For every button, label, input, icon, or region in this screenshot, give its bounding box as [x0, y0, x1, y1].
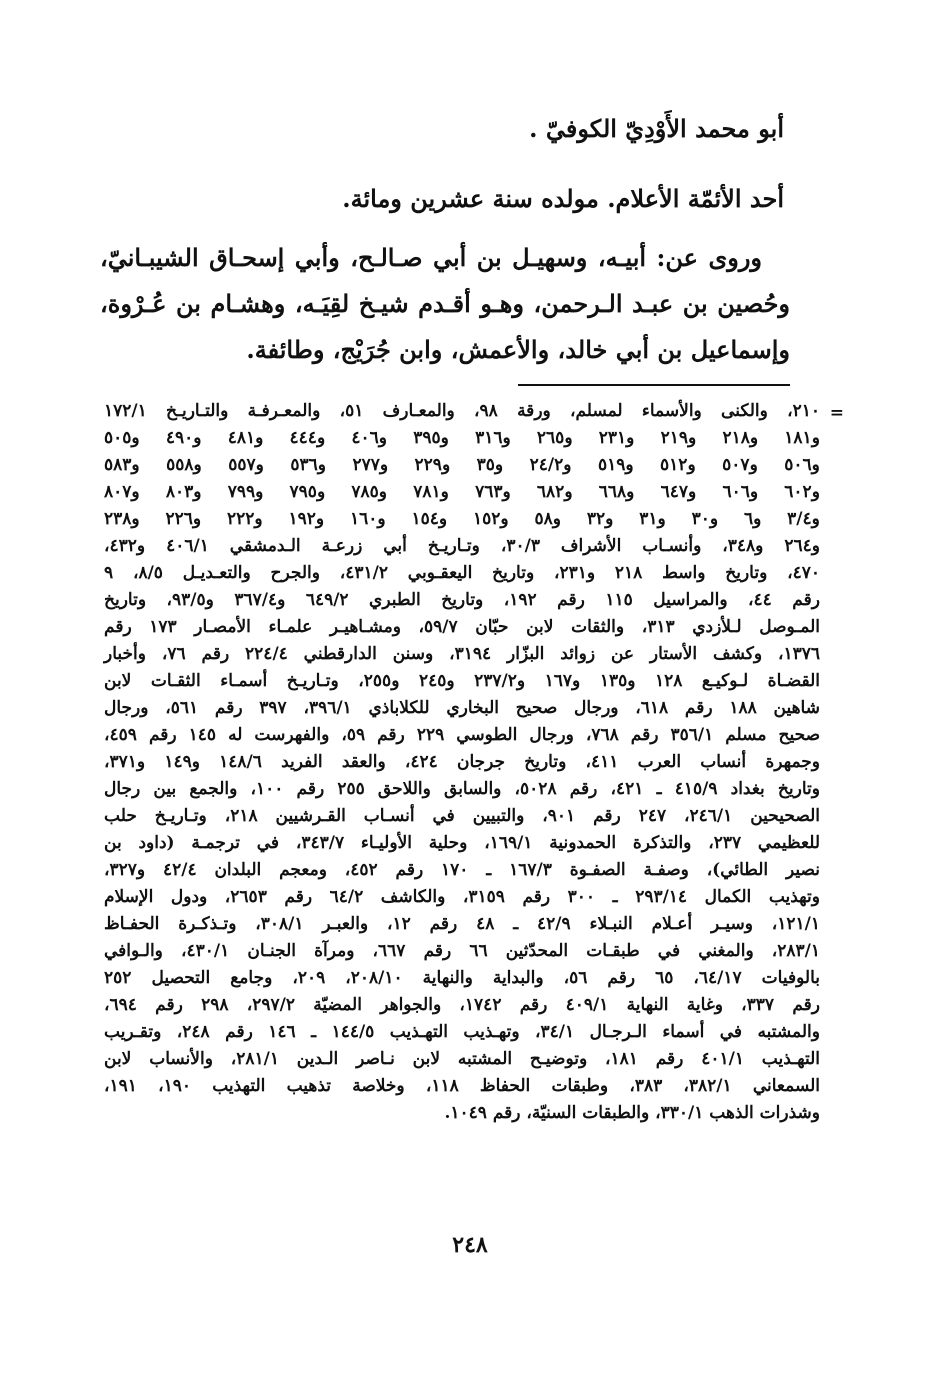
footnote-line: الصحيحين ٢٤٦/١، ٢٤٧ رقم ٩٠١، والتبيين في أنسـاب القـرشيين ٢١٨، وتـاريـخ حلب — [104, 806, 820, 826]
footnote-line: للعظيمي ٢٣٧، والتذكرة الحمدونية ١٦٩/١، وحلية الأوليـاء ٣٤٣/٧، في ترجمـة (داود بن — [104, 833, 820, 853]
footnote-line: و٢٦٤ و٣٤٨، وأنسـاب الأشراف ٣٠/٣، وتـاريـخ أبي زرعـة الـدمشقي ٤٠٦/١ و٤٣٢، — [104, 536, 820, 556]
footnote-block — [104, 398, 820, 1127]
footnote-line: ٤٧٠، وتاريخ واسط ٢١٨ و٢٣١، وتاريخ اليعقـوبي ٤٣١/٢، والجرح والتعـديـل ٨/٥، ٩ — [104, 563, 820, 583]
footnote-line: التهـذيب ٤٠١/١ رقم ١٨١، وتوضيـح المشتبه لابن نـاصر الـدين ٢٨١/١، والأنساب لابن — [104, 1049, 820, 1069]
description-line: أحد الأئمّة الأعلام. مولده سنة عشرين ومائة. — [342, 184, 784, 213]
footnote-line: و٦٠٢ و٦٠٦ و٦٤٧ و٦٦٨ و٦٨٢ و٧٦٣ و٧٨١ و٧٨٥ و٧٩٥ و٧٩٩ و٨٠٣ و٨٠٧ — [104, 482, 820, 502]
footnote-divider — [518, 384, 790, 386]
footnote-line: و٥٠٦ و٥٠٧ و٥١٢ و٥١٩ و٢٤/٢ و٣٥ و٢٢٩ و٢٧٧ و٥٣٦ و٥٥٧ و٥٥٨ و٥٨٣ — [104, 455, 820, 475]
footnote-line: رقم ٤٤، والمراسيل ١١٥ رقم ١٩٢، وتاريخ الطبري ٦٤٩/٢ و٣٦٧/٤ و٩٣/٥، وتاريخ — [104, 590, 820, 610]
footnote-line: السمعاني ٣٨٢/١، ٣٨٣، وطبقات الحفاظ ١١٨، وخلاصة تذهيب التهذيب ١٩٠، ١٩١، — [104, 1076, 821, 1096]
footnote-line: وتهذيب الكمال ٢٩٣/١٤ ـ ٣٠٠ رقم ٣١٥٩، والكاشف ٦٤/٢ رقم ٢٦٥٣، ودول الإسلام — [104, 887, 820, 907]
footnote-line: ١٢١/١، وسيـر أعـلام النبـلاء ٤٢/٩ ـ ٤٨ رقم ١٢، والعبـر ٣٠٨/١، وتـذكـرة الحفـاظ — [104, 914, 820, 934]
name-line: أبو محمد الأَوْدِيّ الكوفيّ . — [529, 114, 784, 143]
page-number: ٢٤٨ — [452, 1232, 488, 1258]
footnote-line: صحيح مسلم ٣٥٦/١ رقم ٧٦٨، ورجال الطوسي ٢٢٩ رقم ٥٩، والفهرست له ١٤٥ رقم ٤٥٩، — [104, 725, 821, 745]
footnote-line: نصير الطائي)، وصفـة الصفـوة ١٦٧/٣ ـ ١٧٠ رقم ٤٥٢، ومعجم البلدان ٤٢/٤ و٣٢٧، — [104, 860, 820, 880]
footnote-line: و١٨١ و٢١٨ و٢١٩ و٢٣١ و٢٦٥ و٣١٦ و٣٩٥ و٤٠٦ و٤٤٤ و٤٨١ و٤٩٠ و٥٠٥ — [104, 428, 820, 448]
footnote-line: وجمهرة أنساب العرب ٤١١، وتاريخ جرجان ٤٢٤، والعقد الفريد ١٤٨/٦ و١٤٩ و٣٧١، — [104, 752, 820, 772]
footnote-line: ١٣٧٦، وكشف الأستار عن زوائد البزّار ٣١٩٤، وسنن الدارقطني ٢٢٤/٤ رقم ٧٦، وأخبار — [104, 644, 820, 664]
narration-paragraph — [100, 235, 790, 373]
footnote-line: شاهين ١٨٨ رقم ٦١٨، ورجال صحيح البخاري للكلاباذي ٣٩٦/١، ٣٩٧ رقم ٥٦١، ورجال — [104, 698, 820, 718]
narration-line: وروى عن: أبيـه، وسهيـل بن أبي صـالـح، وأبي إسحـاق الشيبـانيّ، — [100, 243, 762, 272]
narration-line: وحُصين بن عبـد الـرحمن، وهـو أقـدم شيـخ لقِيَـه، وهشـام بن عُـرْوة، — [100, 289, 790, 318]
footnote-line: وشذرات الذهب ٣٣٠/١، والطبقات السنيّة، رقم ١٠٤٩. — [444, 1103, 820, 1123]
footnote-line: وتاريخ بغداد ٤١٥/٩ ـ ٤٢١، رقم ٥٠٢٨، والسابق واللاحق ٢٥٥ رقم ١٠٠، والجمع بين رجال — [104, 779, 820, 799]
footnote-line: ٢١٠، والكنى والأسماء لمسلم، ورقة ٩٨، والمعـارف ٥١، والمعـرفـة والتـاريـخ ١٧٢/١ — [104, 401, 821, 421]
footnote-line: القضـاة لـوكيـع ١٢٨ و١٣٥ و١٦٧ و٢٣٧/٢ و٢٤٥ و٢٥٥، وتـاريـخ أسمـاء الثقـات لابن — [104, 671, 820, 691]
footnote-line: المـوصل لـلأزدي ٣١٣، والثقات لابن حبّان ٥٩/٧، ومشـاهيـر علمـاء الأمصـار ١٧٣ رقم — [104, 617, 820, 637]
footnote-marker: = — [829, 403, 844, 423]
footnote-line: والمشتبه في أسماء الـرجـال ٣٤/١، وتهـذيب التهـذيب ١٤٤/٥ ـ ١٤٦ رقم ٢٤٨، وتقـريب — [104, 1022, 820, 1042]
footnote-line: ٢٨٣/١، والمغني في طبقـات المحدّثين ٦٦ رقم ٦٦٧، ومرآة الجنـان ٤٣٠/١، والـوافي — [104, 941, 820, 961]
footnote-line: بالوفيات ٦٤/١٧، ٦٥ رقم ٥٦، والبداية والنهاية ٢٠٨/١٠، ٢٠٩، وجامع التحصيل ٢٥٢ — [104, 968, 820, 988]
footnote-line: رقم ٣٣٧، وغاية النهاية ٤٠٩/١ رقم ١٧٤٢، والجواهر المضيّة ٢٩٧/٢، ٢٩٨ رقم ٦٩٤، — [104, 995, 820, 1015]
narration-line: وإسماعيل بن أبي خالد، والأعمش، وابن جُرَيْج، وطائفة. — [246, 335, 790, 364]
footnote-line: و٣/٤ و٦ و٣٠ و٣١ و٣٢ و٥٨ و١٥٢ و١٥٤ و١٦٠ و١٩٢ و٢٢٢ و٢٢٦ و٢٣٨ — [104, 509, 820, 529]
